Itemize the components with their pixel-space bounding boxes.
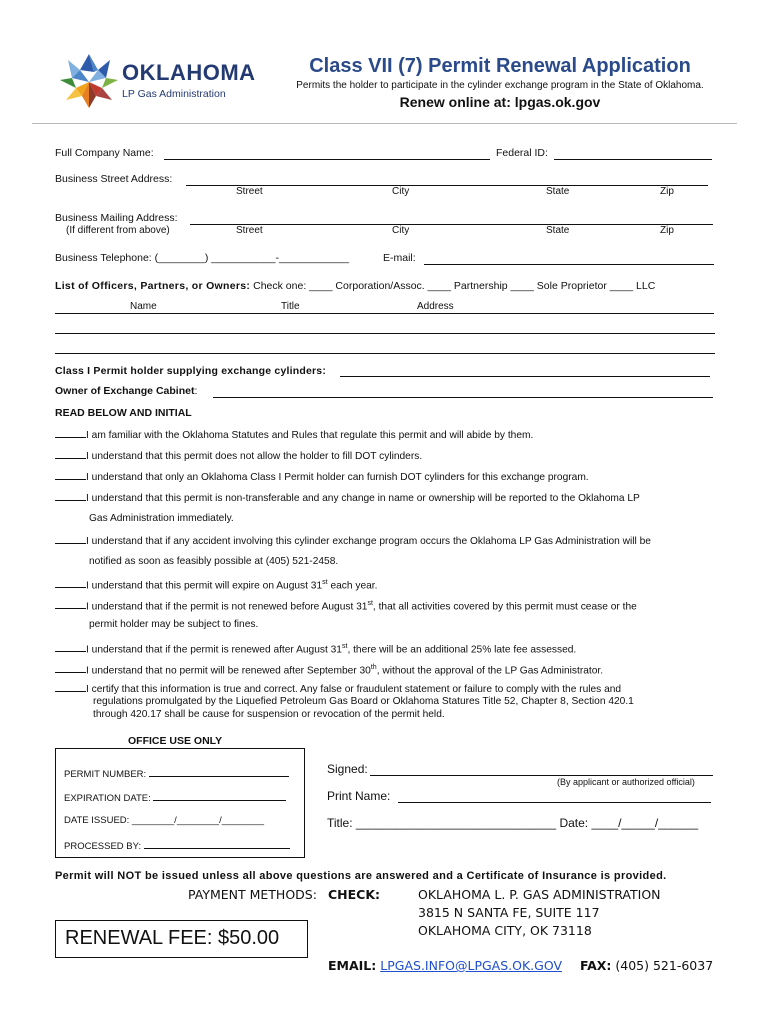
statement-3[interactable]: I understand that only an Oklahoma Class I Permit holder can furnish DOT cylinders for this exchange program. [55,470,589,485]
print-name-label: Print Name: [327,789,391,803]
mailing-address-field[interactable] [190,224,713,225]
initial-blank[interactable] [55,491,86,501]
statement-1[interactable]: I am familiar with the Oklahoma Statutes and Rules that regulate this permit and will abide by them. [55,428,533,443]
logo-name: OKLAHOMA [122,60,256,85]
initial-blank[interactable] [55,682,86,692]
office-use-heading: OFFICE USE ONLY [128,735,223,747]
initial-blank[interactable] [55,534,86,544]
class1-holder-label: Class I Permit holder supplying exchange cylinders: [55,365,327,377]
renew-url[interactable]: lpgas.ok.gov [514,94,601,110]
officer-name-col: Name [130,301,157,312]
contact-line [328,958,713,973]
signed-label: Signed: [327,762,368,776]
street-address-field[interactable] [186,185,708,186]
renew-online-line [270,94,730,110]
mail-address-line-1: OKLAHOMA L. P. GAS ADMINISTRATION [418,887,661,902]
company-name-label: Full Company Name: [55,147,154,159]
zip-col-label: Zip [660,186,674,197]
entity-type-checks[interactable]: Check one: ____ Corporation/Assoc. ____ Partnership ____ Sole Proprietor ____ LLC [253,280,656,292]
statement-4-cont: Gas Administration immediately. [89,513,234,524]
owner-cabinet-label: Owner of Exchange Cabinet: [55,385,198,397]
officers-row [55,280,655,292]
payment-methods-label: PAYMENT METHODS: [188,887,317,902]
mail-address-line-2: 3815 N SANTA FE, SUITE 117 [418,905,600,920]
officers-line-2[interactable] [55,333,715,334]
mailing-address-label: Business Mailing Address: [55,212,178,224]
oklahoma-star-logo-icon [58,52,120,110]
class1-holder-field[interactable] [340,376,710,377]
statement-9[interactable]: I understand that no permit will be renewed after September 30th, without the approval of the LP Gas Administrator. [55,661,603,678]
statement-4[interactable]: I understand that this permit is non-transferable and any change in name or ownership will be reported to the Oklahoma LP [55,491,640,506]
officer-title-col: Title [281,301,300,312]
mail-address-line-3: OKLAHOMA CITY, OK 73118 [418,923,592,938]
statement-10[interactable]: I certify that this information is true and correct. Any false or fraudulent statement or failure to comply with the rules and [55,682,621,697]
fax-label: FAX: [579,958,612,973]
owner-cabinet-field[interactable] [213,397,713,398]
processed-by-field[interactable]: PROCESSED BY: [64,839,290,852]
date-issued-field[interactable]: DATE ISSUED: ________/________/________ [64,815,265,826]
title-date-field[interactable]: Title: ______________________________ Date: ____/_____/______ [327,816,699,830]
city-col-label: City [392,225,410,236]
statement-5-cont: notified as soon as feasibly possible at (405) 521-2458. [89,556,339,567]
officers-label: List of Officers, Partners, or Owners: [55,280,251,292]
statement-5[interactable]: I understand that if any accident involving this cylinder exchange program occurs the Oklahoma LP Gas Administration will be [55,534,651,549]
city-col-label: City [392,186,410,197]
statement-6[interactable]: I understand that this permit will expire on August 31st each year. [55,576,377,593]
mailing-note: (If different from above) [66,225,170,236]
renew-label: Renew online at: [399,94,511,110]
initial-blank[interactable] [55,470,86,480]
email-label: E-mail: [383,252,416,264]
signed-by-note: (By applicant or authorized official) [557,777,695,787]
initial-blank[interactable] [55,642,86,652]
statement-10-cont-1: regulations promulgated by the Liquefied Petroleum Gas Board or Oklahoma Statures Title 52, Chapter 8, Section 420.1 [93,696,634,707]
statement-8[interactable]: I understand that if the permit is renewed after August 31st, there will be an additional 25% late fee assessed. [55,640,576,657]
renewal-fee-box: RENEWAL FEE: $50.00 [55,920,308,958]
state-col-label: State [546,186,570,197]
form-title: Class VII (7) Permit Renewal Application [309,55,691,77]
signature-field[interactable] [370,775,713,776]
email-field[interactable] [424,264,714,265]
initial-blank[interactable] [55,449,86,459]
street-address-label: Business Street Address: [55,173,173,185]
telephone-field[interactable]: Business Telephone: (________) ___________-____________ [55,252,350,264]
state-col-label: State [546,225,570,236]
email-contact-label: EMAIL: [328,958,377,973]
header-divider [32,123,737,124]
federal-id-label: Federal ID: [496,147,548,159]
insurance-warning: Permit will NOT be issued unless all above questions are answered and a Certificate of Insurance is provided. [55,870,667,882]
street-col-label: Street [236,186,263,197]
officers-line-1[interactable] [55,313,714,314]
federal-id-field[interactable] [554,159,712,160]
street-col-label: Street [236,225,263,236]
logo-subtitle: LP Gas Administration [122,88,226,100]
logo-wordmark [122,62,256,100]
officers-line-3[interactable] [55,353,715,354]
initial-blank[interactable] [55,428,86,438]
statement-7[interactable]: I understand that if the permit is not renewed before August 31st, that all activities covered by this permit must cease or the [55,597,637,614]
fax-number: (405) 521-6037 [615,958,714,973]
initial-blank[interactable] [55,663,86,673]
initial-blank[interactable] [55,578,86,588]
statement-2[interactable]: I understand that this permit does not allow the holder to fill DOT cylinders. [55,449,422,464]
check-label: CHECK: [328,887,381,902]
initial-blank[interactable] [55,599,86,609]
statement-10-cont-2: through 420.17 shall be cause for suspension or revocation of the permit held. [93,709,445,720]
company-name-field[interactable] [164,159,490,160]
print-name-field[interactable] [398,802,711,803]
email-contact-link[interactable]: LPGAS.INFO@LPGAS.OK.GOV [380,958,562,973]
form-subtitle: Permits the holder to participate in the cylinder exchange program in the State of Oklahoma. [296,80,704,91]
expiration-date-field[interactable]: EXPIRATION DATE: [64,791,286,804]
permit-number-field[interactable]: PERMIT NUMBER: [64,767,289,780]
statement-7-cont: permit holder may be subject to fines. [89,619,259,630]
read-below-heading: READ BELOW AND INITIAL [55,407,192,419]
zip-col-label: Zip [660,225,674,236]
officer-address-col: Address [417,301,454,312]
